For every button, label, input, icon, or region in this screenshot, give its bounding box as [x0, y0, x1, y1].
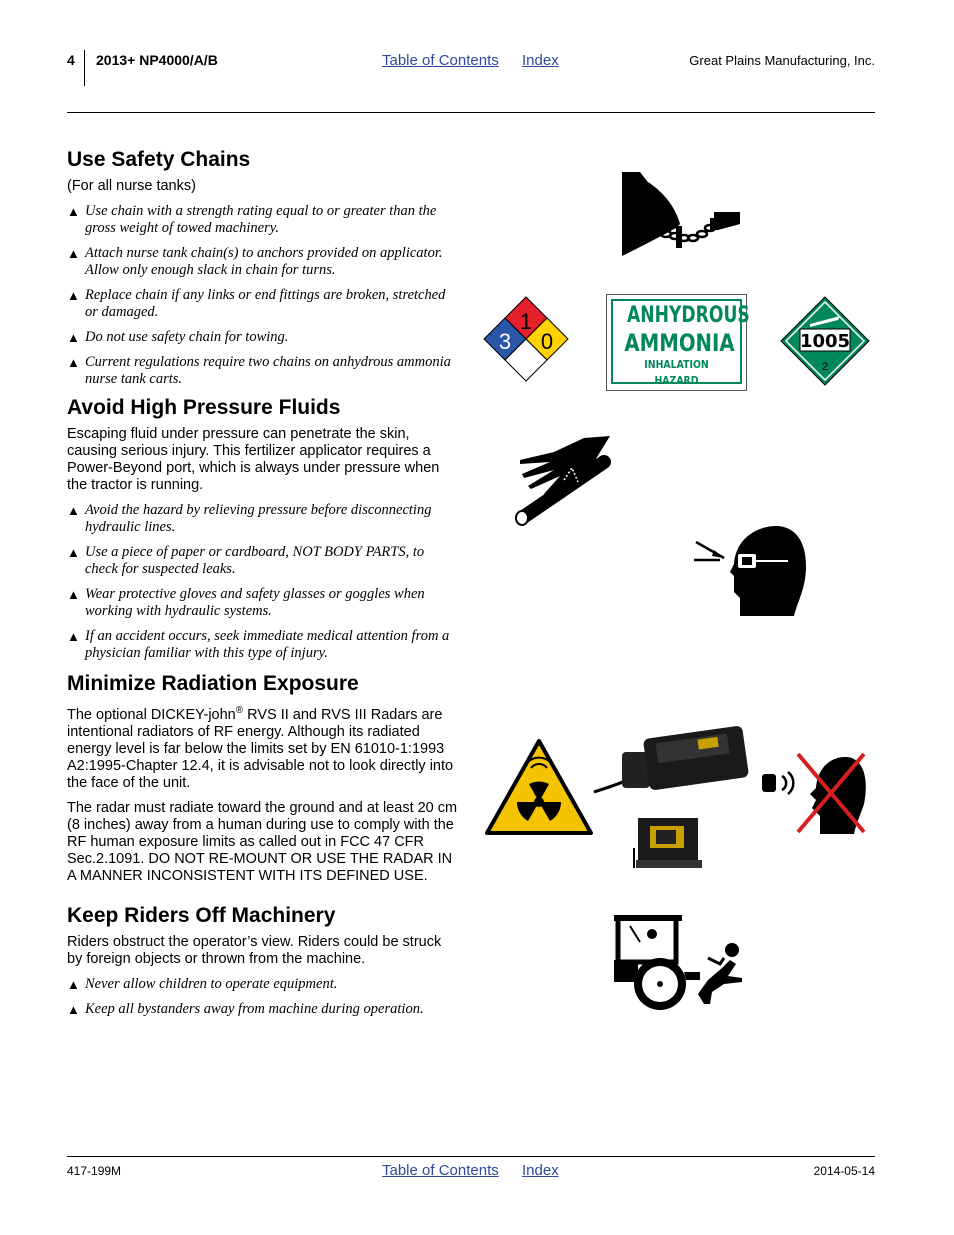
section-radiation-exposure: [67, 672, 459, 885]
bullet-icon: ▲: [67, 503, 80, 518]
list-item: ▲ Avoid the hazard by relieving pressure before disconnecting hydraulic lines.: [67, 502, 432, 535]
list-item: ▲ Attach nurse tank chain(s) to anchors provided on applicator. Allow only enough slack in chain for turns.: [67, 245, 443, 278]
un-1005-placard: [780, 296, 870, 386]
page-number: 4: [67, 52, 75, 68]
list-item: ▲ Keep all bystanders away from machine during operation.: [67, 1001, 424, 1017]
hydraulic-leak-hand-icon: [514, 432, 614, 528]
anhydrous-ammonia-sign: [606, 294, 750, 391]
list-item: ▲ Wear protective gloves and safety glasses or goggles when working with hydraulic systems.: [67, 586, 425, 619]
section-body: Riders obstruct the operator’s view. Riders could be struck by foreign objects or thrown from the machine.: [67, 934, 442, 967]
document-date: 2014-05-14: [813, 1164, 875, 1178]
header-rule: [67, 112, 875, 113]
radar-unit-icon: [592, 722, 752, 872]
bullet-icon: ▲: [67, 204, 80, 219]
ammonia-line-3: INHALATION HAZARD: [644, 358, 709, 387]
ammonia-line-2: AMMONIA: [624, 329, 735, 357]
section-title: Avoid High Pressure Fluids: [67, 396, 341, 419]
radiation-warning-icon: [484, 738, 594, 836]
section-body: Escaping fluid under pressure can penetrate the skin, causing serious injury. This fertilizer applicator requires a Power-Beyond port, which is always under pressure when the tractor is running.: [67, 426, 440, 493]
section-high-pressure-fluids: [67, 396, 459, 662]
list-item: ▲ Use a piece of paper or cardboard, NOT BODY PARTS, to check for suspected leaks.: [67, 544, 425, 577]
list-item: ▲ Never allow children to operate equipment.: [67, 976, 338, 992]
bullet-icon: ▲: [67, 330, 80, 345]
nfpa-diamond-placard: [483, 296, 569, 382]
nfpa-reactivity-value: 0: [540, 329, 554, 354]
section-title: Use Safety Chains: [67, 148, 251, 171]
nfpa-flammability-value: 1: [519, 309, 533, 334]
bullet-icon: ▲: [67, 545, 80, 560]
footer-index-link[interactable]: Index: [522, 1162, 559, 1179]
nfpa-health-value: 3: [498, 329, 512, 354]
bullet-icon: ▲: [67, 977, 80, 992]
document-title: 2013+ NP4000/A/B: [96, 52, 218, 68]
section-subtitle: (For all nurse tanks): [67, 178, 196, 194]
ammonia-line-1: ANHYDROUS: [626, 303, 750, 328]
section-body: The radar must radiate toward the ground and at least 20 cm (8 inches) away from a human during use to comply with the RF human exposure limits as called out in FCC 47 CFR Sec.2.1091. DO NOT RE-MOUNT OR USE THE RADAR IN A MANNER INCONSISTENT WITH ITS DEFINED USE.: [67, 799, 458, 884]
un-number: 1005: [799, 331, 851, 352]
header-toc-link[interactable]: Table of Contents: [382, 52, 499, 69]
list-item: ▲ Do not use safety chain for towing.: [67, 329, 289, 345]
bullet-icon: ▲: [67, 288, 80, 303]
list-item: ▲ Replace chain if any links or end fittings are broken, stretched or damaged.: [67, 287, 446, 320]
section-safety-chains: [67, 148, 459, 388]
section-body: The optional DICKEY-john® RVS II and RVS III Radars are intentional radiators of RF energy. Although its radiated energy level is far below the limits set by EN 61010-1:1993 A2:1995-Chapter 12.4, it is advisable not to look directly into the face of the unit.: [67, 705, 454, 791]
list-item: ▲ Current regulations require two chains on anhydrous ammonia nurse tank carts.: [67, 354, 451, 387]
bullet-icon: ▲: [67, 587, 80, 602]
list-item: ▲ If an accident occurs, seek immediate medical attention from a physician familiar with this type of injury.: [67, 628, 450, 661]
section-keep-riders-off: [67, 904, 459, 1018]
header-divider: [84, 50, 85, 86]
section-title: Minimize Radiation Exposure: [67, 672, 359, 695]
do-not-look-at-radar-icon: [760, 750, 868, 836]
footer-toc-link[interactable]: Table of Contents: [382, 1162, 499, 1179]
bullet-icon: ▲: [67, 246, 80, 261]
hazard-class: 2: [821, 361, 829, 373]
footer-rule: [67, 1156, 875, 1157]
no-riders-tractor-icon: [612, 914, 748, 1012]
header-index-link[interactable]: Index: [522, 52, 559, 69]
list-item: ▲ Use chain with a strength rating equal to or greater than the gross weight of towed machinery.: [67, 203, 437, 236]
bullet-icon: ▲: [67, 1002, 80, 1017]
safety-glasses-head-icon: [690, 526, 808, 618]
bullet-icon: ▲: [67, 355, 80, 370]
document-id: 417-199M: [67, 1164, 122, 1178]
safety-chain-icon: [618, 168, 743, 260]
bullet-icon: ▲: [67, 629, 80, 644]
company-name: Great Plains Manufacturing, Inc.: [689, 53, 875, 68]
section-title: Keep Riders Off Machinery: [67, 904, 336, 927]
